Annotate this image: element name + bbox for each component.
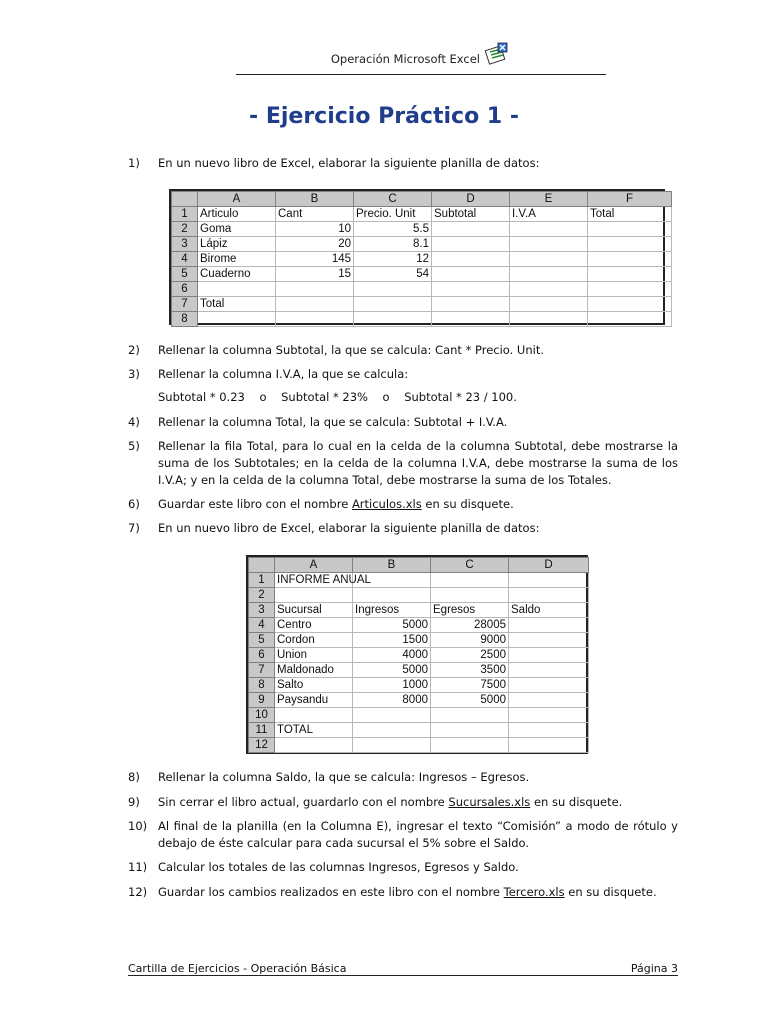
column-header[interactable]: A [198, 192, 276, 207]
sheet-cell[interactable] [588, 267, 672, 282]
item-text-pre: Sin cerrar el libro actual, guardarlo con el nombre [158, 795, 449, 809]
sheet-cell[interactable] [509, 633, 589, 648]
sheet-cell[interactable] [510, 297, 588, 312]
column-header[interactable]: C [431, 558, 509, 573]
sheet-cell[interactable]: 1000 [353, 678, 431, 693]
column-header[interactable]: E [510, 192, 588, 207]
item-number: 7) [128, 521, 140, 535]
item-text-pre: Guardar este libro con el nombre [158, 497, 352, 511]
sheet-cell[interactable] [198, 312, 276, 327]
sheet-cell[interactable] [510, 252, 588, 267]
sheet-row [249, 738, 589, 753]
column-header[interactable]: A [275, 558, 353, 573]
row-header[interactable]: 9 [249, 693, 275, 708]
sheet-cell[interactable]: 8000 [353, 693, 431, 708]
row-header[interactable]: 2 [249, 588, 275, 603]
sheet-cell[interactable] [353, 738, 431, 753]
sheet-cell[interactable] [509, 618, 589, 633]
sheet-cell[interactable]: INFORME ANUAL [275, 573, 353, 588]
sheet-cell[interactable]: 12 [354, 252, 432, 267]
item-text: Subtotal * 0.23 o Subtotal * 23% o Subtotal * 23 / 100. [158, 390, 517, 404]
item-number: 9) [128, 795, 140, 809]
sheet-cell[interactable]: 9000 [431, 633, 509, 648]
sheet-cell[interactable] [354, 297, 432, 312]
column-header[interactable]: D [432, 192, 510, 207]
sheet-cell[interactable] [354, 312, 432, 327]
sheet-row [172, 222, 672, 237]
sheet-cell[interactable]: Saldo [509, 603, 589, 618]
sheet-cell[interactable] [432, 237, 510, 252]
sheet-cell[interactable]: 28005 [431, 618, 509, 633]
item-number: 5) [128, 439, 140, 453]
sheet-cell[interactable] [354, 282, 432, 297]
sheet-cell[interactable] [198, 282, 276, 297]
sheet-cell[interactable]: Sucursal [275, 603, 353, 618]
sheet-cell[interactable] [275, 708, 353, 723]
sheet-row [172, 282, 672, 297]
sheet-cell[interactable]: Maldonado [275, 663, 353, 678]
item-number: 6) [128, 497, 140, 511]
sheet-cell[interactable] [432, 252, 510, 267]
sheet-cell[interactable] [432, 267, 510, 282]
row-header[interactable]: 4 [172, 252, 198, 267]
sheet-row [249, 603, 589, 618]
sheet-cell[interactable]: 2500 [431, 648, 509, 663]
item-number: 10) [128, 819, 148, 833]
row-header[interactable]: 8 [249, 678, 275, 693]
sheet-cell[interactable]: 10 [276, 222, 354, 237]
column-header[interactable]: D [509, 558, 589, 573]
sheet-cell[interactable]: Paysandu [275, 693, 353, 708]
sheet-cell[interactable] [276, 312, 354, 327]
sheet-row [249, 708, 589, 723]
item-text-pre: Guardar los cambios realizados en este libro con el nombre [158, 885, 504, 899]
sheet-row [249, 633, 589, 648]
row-header[interactable]: 6 [249, 648, 275, 663]
sheet-cell[interactable]: 20 [276, 237, 354, 252]
page-number: Página 3 [630, 962, 678, 975]
sheet-cell[interactable]: Subtotal [432, 207, 510, 222]
sheet-cell[interactable]: 5000 [353, 663, 431, 678]
sheet-cell[interactable]: Centro [275, 618, 353, 633]
sheet-cell[interactable] [510, 222, 588, 237]
sheet-row [172, 207, 672, 222]
item-text-post: en su disquete. [564, 885, 657, 899]
sheet-row [172, 267, 672, 282]
page-header [236, 40, 606, 75]
sheet-cell[interactable]: Total [198, 297, 276, 312]
sheet-cell[interactable]: 3500 [431, 663, 509, 678]
filename-link: Articulos.xls [351, 497, 422, 511]
row-header[interactable]: 10 [249, 708, 275, 723]
sheet-cell[interactable]: Cordon [275, 633, 353, 648]
sheet-row [172, 312, 672, 327]
sheet-cell[interactable]: Cuaderno [198, 267, 276, 282]
row-header[interactable]: 3 [172, 237, 198, 252]
sheet-cell[interactable]: Goma [198, 222, 276, 237]
sheet-cell[interactable] [509, 723, 589, 738]
item-text [158, 794, 678, 811]
sheet-cell[interactable] [431, 588, 509, 603]
item-text: Rellenar la columna Subtotal, la que se calcula: Cant * Precio. Unit. [158, 343, 544, 357]
sheet-cell[interactable] [432, 282, 510, 297]
sheet-cell[interactable] [431, 738, 509, 753]
sheet-cell[interactable] [276, 297, 354, 312]
sheet-cell[interactable] [588, 237, 672, 252]
row-header[interactable]: 4 [249, 618, 275, 633]
item-text: Rellenar la columna Saldo, la que se calcula: Ingresos – Egresos. [158, 770, 530, 784]
sheet-cell[interactable]: 5.5 [354, 222, 432, 237]
sheet-cell[interactable] [509, 708, 589, 723]
sheet-cell[interactable]: 15 [276, 267, 354, 282]
sheet-cell[interactable]: Birome [198, 252, 276, 267]
item-number: 1) [128, 156, 140, 170]
item-text-post: en su disquete. [421, 497, 514, 511]
sheet-cell[interactable] [588, 312, 672, 327]
sheet-cell[interactable] [353, 723, 431, 738]
row-header[interactable]: 1 [249, 573, 275, 588]
sheet-cell[interactable]: I.V.A [510, 207, 588, 222]
row-header[interactable]: 8 [172, 312, 198, 327]
spreadsheet-articulos [169, 189, 665, 325]
sheet-cell[interactable] [431, 573, 509, 588]
sheet-cell[interactable] [353, 708, 431, 723]
sheet-row [249, 663, 589, 678]
sheet-cell[interactable] [588, 252, 672, 267]
row-header[interactable]: 5 [172, 267, 198, 282]
footer-title: Cartilla de Ejercicios - Operación Básica [128, 962, 347, 975]
row-header[interactable]: 5 [249, 633, 275, 648]
filename-link: Tercero.xls [503, 885, 565, 899]
sheet-row [249, 693, 589, 708]
item-number: 3) [128, 367, 140, 381]
page-title: - Ejercicio Práctico 1 - [249, 104, 519, 129]
item-text: En un nuevo libro de Excel, elaborar la siguiente planilla de datos: [158, 156, 540, 170]
filename-link: Sucursales.xls [448, 795, 531, 809]
row-header[interactable]: 12 [249, 738, 275, 753]
sheet-row [249, 618, 589, 633]
sheet-cell[interactable]: 4000 [353, 648, 431, 663]
sheet-cell[interactable] [275, 588, 353, 603]
sheet-row [249, 648, 589, 663]
sheet-cell[interactable]: Egresos [431, 603, 509, 618]
page-footer [128, 960, 678, 976]
sheet-cell[interactable]: Precio. Unit [354, 207, 432, 222]
sheet-row [249, 588, 589, 603]
sheet-cell[interactable] [432, 297, 510, 312]
excel-icon [484, 42, 510, 70]
item-text: Al final de la planilla (en la Columna E), ingresar el texto “Comisión” a modo de rótulo y debajo de éste calcular para cada sucursal el 5% sobre el Saldo. [158, 819, 678, 850]
sheet-cell[interactable] [509, 693, 589, 708]
sheet-row [249, 723, 589, 738]
sheet-cell[interactable]: 7500 [431, 678, 509, 693]
item-text-post: en su disquete. [530, 795, 623, 809]
item-text: Rellenar la columna I.V.A, la que se calcula: [158, 367, 409, 381]
item-text: En un nuevo libro de Excel, elaborar la siguiente planilla de datos: [158, 521, 540, 535]
item-text [158, 884, 678, 901]
sheet-cell[interactable] [431, 723, 509, 738]
sheet-cell[interactable] [509, 648, 589, 663]
sheet-cell[interactable] [432, 222, 510, 237]
column-header-row [249, 558, 589, 573]
sheet-cell[interactable] [509, 738, 589, 753]
item-number: 8) [128, 770, 140, 784]
row-header[interactable]: 2 [172, 222, 198, 237]
sheet-cell[interactable] [509, 588, 589, 603]
sheet-row [172, 237, 672, 252]
item-text: Calcular los totales de las columnas Ingresos, Egresos y Saldo. [158, 860, 519, 874]
sheet-cell[interactable] [353, 588, 431, 603]
sheet-cell[interactable] [588, 222, 672, 237]
item-number: 11) [128, 860, 148, 874]
sheet-cell[interactable] [509, 663, 589, 678]
sheet-cell[interactable] [588, 282, 672, 297]
sheet-cell[interactable] [509, 573, 589, 588]
sheet-cell[interactable] [588, 297, 672, 312]
row-header[interactable]: 7 [249, 663, 275, 678]
sheet-cell[interactable] [510, 267, 588, 282]
sheet-cell[interactable] [509, 678, 589, 693]
item-number: 2) [128, 343, 140, 357]
column-header[interactable]: F [588, 192, 672, 207]
row-header[interactable]: 7 [172, 297, 198, 312]
sheet-cell[interactable]: 145 [276, 252, 354, 267]
sheet-cell[interactable]: Articulo [198, 207, 276, 222]
sheet-cell[interactable]: Total [588, 207, 672, 222]
sheet-cell[interactable]: 5000 [353, 618, 431, 633]
row-header[interactable]: 11 [249, 723, 275, 738]
spreadsheet-informe-anual [246, 555, 588, 754]
select-all-corner[interactable] [249, 558, 275, 573]
sheet-cell[interactable] [431, 708, 509, 723]
row-header[interactable]: 3 [249, 603, 275, 618]
column-header[interactable]: B [276, 192, 354, 207]
sheet-cell[interactable]: Lápiz [198, 237, 276, 252]
item-text [158, 496, 678, 513]
sheet-row [249, 573, 589, 588]
sheet-cell[interactable]: 54 [354, 267, 432, 282]
column-header[interactable]: B [353, 558, 431, 573]
column-header-row [172, 192, 672, 207]
select-all-corner[interactable] [172, 192, 198, 207]
sheet-cell[interactable]: 5000 [431, 693, 509, 708]
sheet-cell[interactable]: 1500 [353, 633, 431, 648]
item-number: 4) [128, 415, 140, 429]
sheet-cell[interactable]: TOTAL [275, 723, 353, 738]
header-text: Operación Microsoft Excel [330, 52, 480, 66]
sheet-cell[interactable]: Union [275, 648, 353, 663]
sheet-cell[interactable] [276, 282, 354, 297]
sheet-row [249, 678, 589, 693]
sheet-cell[interactable] [510, 282, 588, 297]
row-header[interactable]: 1 [172, 207, 198, 222]
row-header[interactable]: 6 [172, 282, 198, 297]
sheet-cell[interactable] [275, 738, 353, 753]
sheet-cell[interactable] [510, 237, 588, 252]
sheet-cell[interactable]: Salto [275, 678, 353, 693]
sheet-cell[interactable] [432, 312, 510, 327]
sheet-cell[interactable]: Cant [276, 207, 354, 222]
item-text: Rellenar la fila Total, para lo cual en la celda de la columna Subtotal, debe mostrarse la suma de los Subtotales; en la celda de la columna I.V.A, debe mostrarse la suma de los I.V.A; y en la celda de la columna Total, debe mostrarse la suma de los Totales. [158, 439, 678, 487]
sheet-row [172, 252, 672, 267]
item-number: 12) [128, 885, 148, 899]
sheet-cell[interactable]: 8.1 [354, 237, 432, 252]
column-header[interactable]: C [354, 192, 432, 207]
item-text: Rellenar la columna Total, la que se calcula: Subtotal + I.V.A. [158, 415, 508, 429]
sheet-row [172, 297, 672, 312]
sheet-cell[interactable] [510, 312, 588, 327]
sheet-cell[interactable]: Ingresos [353, 603, 431, 618]
